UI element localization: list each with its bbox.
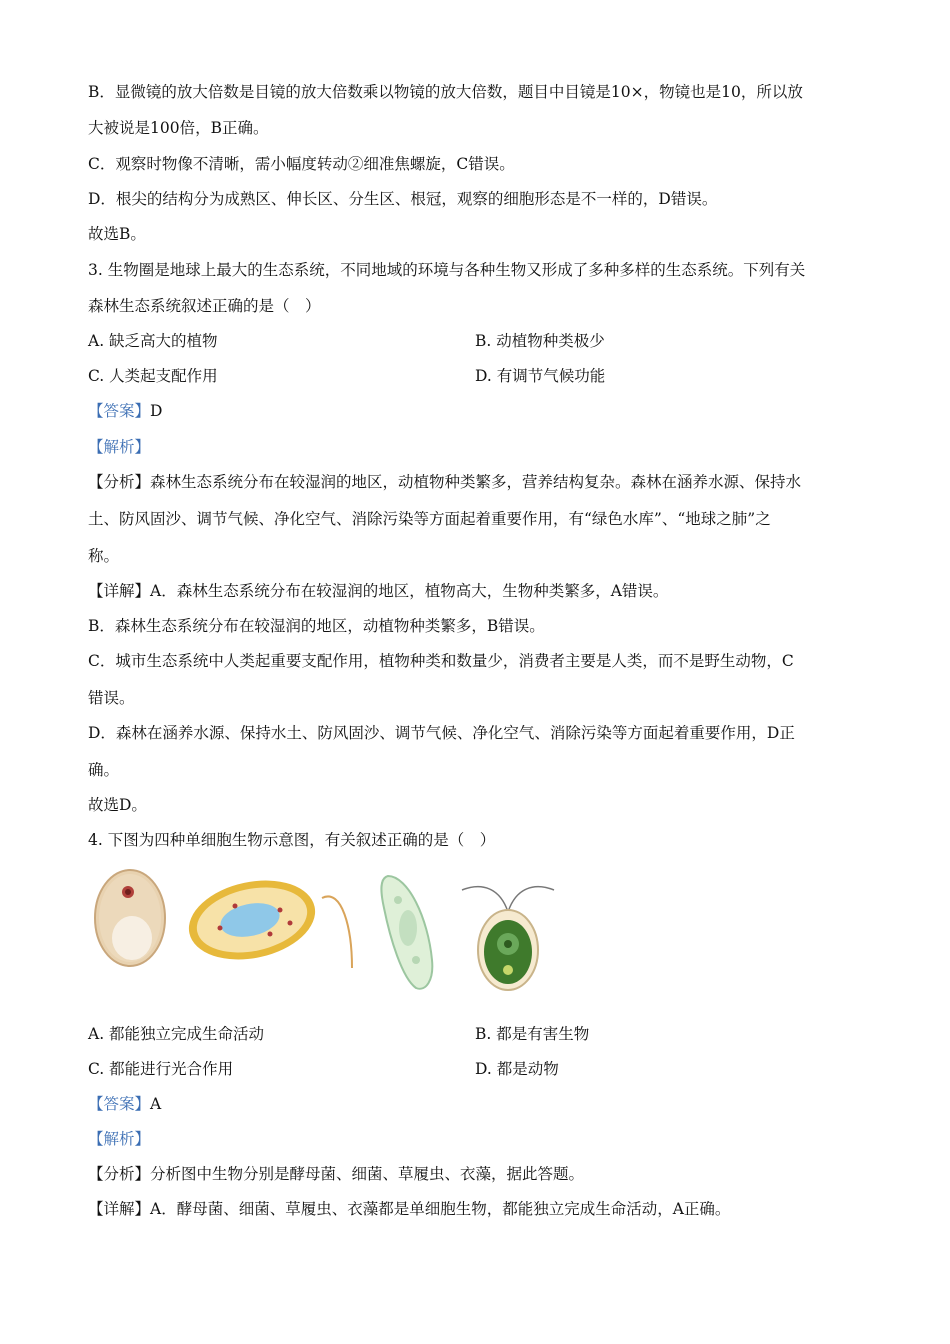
text-line: 大被说是100倍，B正确。 [88, 119, 269, 137]
q3-analysis-heading [88, 437, 150, 457]
bacterium-icon [181, 870, 352, 971]
q4-answer [88, 1094, 161, 1114]
text-line: D．根尖的结构分为成熟区、伸长区、分生区、根冠，观察的细胞形态是不一样的，D错误。 [88, 190, 718, 208]
text-line: C．城市生态系统中人类起重要支配作用，植物种类和数量少，消费者主要是人类，而不是野生动物，C [88, 652, 794, 670]
q3-option-a: A. 缺乏高大的植物 [88, 332, 218, 350]
q4-analysis-heading [88, 1129, 150, 1149]
q4-option-b: B. 都是有害生物 [475, 1025, 590, 1043]
text-line: 故选D。 [88, 796, 147, 814]
q4-fenxi [88, 1164, 584, 1184]
question-3-stem: 森林生态系统叙述正确的是（ ） [88, 297, 321, 315]
xiangjie-tag: 【详解】 [88, 1200, 151, 1218]
fenxi-text: 森林生态系统分布在较湿润的地区，动植物种类繁多，营养结构复杂。森林在涵养水源、保持水 [150, 473, 802, 491]
q3-option-d: D. 有调节气候功能 [475, 367, 606, 385]
q4-option-a: A. 都能独立完成生命活动 [88, 1025, 265, 1043]
q3-xiangjie [88, 581, 668, 601]
text-line: 确。 [88, 761, 120, 779]
answer-value: A [150, 1095, 162, 1113]
text-line: B．森林生态系统分布在较湿润的地区，动植物种类繁多，B错误。 [88, 617, 545, 635]
xiangjie-tag: 【详解】 [88, 582, 151, 600]
text-line: B．显微镜的放大倍数是目镜的放大倍数乘以物镜的放大倍数，题目中目镜是10×，物镜也是10，所以放 [88, 83, 803, 101]
q3-answer [88, 401, 162, 421]
answer-tag: 【答案】 [88, 402, 151, 420]
text-line: 错误。 [88, 689, 135, 707]
q4-xiangjie [88, 1199, 730, 1219]
paramecium-icon [381, 876, 432, 989]
q3-option-b: B. 动植物种类极少 [475, 332, 605, 350]
fenxi-tag: 【分析】 [88, 473, 151, 491]
answer-tag: 【答案】 [88, 1095, 151, 1113]
text-line: C．观察时物像不清晰，需小幅度转动②细准焦螺旋，C错误。 [88, 155, 515, 173]
fenxi-tag: 【分析】 [88, 1165, 151, 1183]
chlamydomonas-icon [462, 887, 554, 990]
xiangjie-text: A．森林生态系统分布在较湿润的地区，植物高大，生物种类繁多，A错误。 [150, 582, 669, 600]
yeast-cell-icon [95, 870, 165, 966]
analysis-tag: 【解析】 [88, 1130, 151, 1148]
single-cell-organisms-figure [90, 868, 570, 1000]
analysis-tag: 【解析】 [88, 438, 151, 456]
answer-value: D [150, 402, 163, 420]
question-4-stem: 4. 下图为四种单细胞生物示意图，有关叙述正确的是（ ） [88, 831, 496, 849]
question-3-stem: 3. 生物圈是地球上最大的生态系统，不同地域的环境与各种生物又形成了多种多样的生态系统。下列有关 [88, 261, 806, 279]
q4-option-d: D. 都是动物 [475, 1060, 559, 1078]
q3-fenxi [88, 472, 801, 492]
fenxi-text: 分析图中生物分别是酵母菌、细菌、草履虫、衣藻，据此答题。 [150, 1165, 585, 1183]
q3-option-c: C. 人类起支配作用 [88, 367, 218, 385]
text-line: 土、防风固沙、调节气候、净化空气、消除污染等方面起着重要作用，有“绿色水库”、“地球之肺”之 [88, 510, 771, 528]
text-line: 称。 [88, 547, 120, 565]
q4-option-c: C. 都能进行光合作用 [88, 1060, 234, 1078]
text-line: 故选B。 [88, 225, 146, 243]
text-line: D．森林在涵养水源、保持水土、防风固沙、调节气候、净化空气、消除污染等方面起着重要作用，D正 [88, 724, 795, 742]
xiangjie-text: A．酵母菌、细菌、草履虫、衣藻都是单细胞生物，都能独立完成生命活动，A正确。 [150, 1200, 731, 1218]
